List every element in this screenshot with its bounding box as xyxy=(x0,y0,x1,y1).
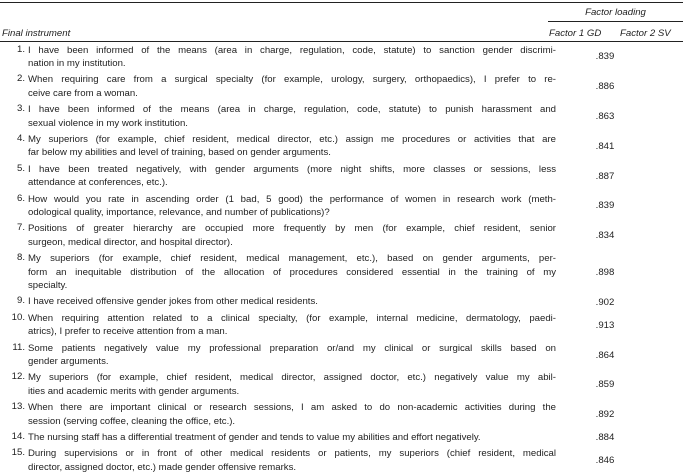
table-row xyxy=(0,191,683,221)
item-number: 10. xyxy=(11,311,25,323)
item-text-line: I have been treated negatively, with gender arguments (more night shifts, more classes or sessions, less xyxy=(28,163,556,175)
item-text xyxy=(28,103,556,130)
item-text-line: far below my abilities and level of training, based on gender arguments. xyxy=(28,147,331,159)
table-row xyxy=(0,430,683,446)
table-row xyxy=(0,161,683,191)
item-text-line: gender arguments. xyxy=(28,356,109,368)
item-text-line: Some patients negatively value my professional preparation or/and my clinical or surgical skills based on xyxy=(28,342,556,354)
item-number: 11. xyxy=(12,341,25,353)
table-row xyxy=(0,446,683,476)
table-row xyxy=(0,221,683,251)
table-row xyxy=(0,340,683,370)
item-text xyxy=(28,447,556,474)
table-row xyxy=(0,310,683,340)
table-row xyxy=(0,370,683,400)
factor1-loading: .846 xyxy=(595,455,615,467)
factor1-loading: .863 xyxy=(595,111,615,123)
item-text-line: nation in my institution. xyxy=(28,57,126,69)
item-text-line: director, assigned doctor, etc.) made gender offensive remarks. xyxy=(28,461,297,473)
item-text-line: When requiring attention related to a clinical specialty, (for example, internal medicine, dermatology, paedi- xyxy=(28,312,556,324)
item-text-line: When requiring care from a surgical specialty (for example, urology, surgery, orthopaedics), I prefer to re- xyxy=(28,74,556,86)
item-text xyxy=(28,431,556,444)
factor1-loading: .839 xyxy=(595,200,615,212)
item-text-line: odological quality, importance, relevance, and number of publications)? xyxy=(28,206,330,218)
item-text-line: During supervisions or in front of other medical residents or patients, my superiors (chief resident, medical xyxy=(28,448,556,460)
item-text xyxy=(28,401,556,428)
factor2-header: Factor 2 SV xyxy=(620,28,671,39)
item-number: 15. xyxy=(11,447,25,459)
item-number: 3. xyxy=(16,103,25,115)
item-text-line: ceive care from a woman. xyxy=(28,87,138,99)
factor1-loading: .841 xyxy=(595,140,615,152)
item-text-line: atrics), I prefer to receive attention from a man. xyxy=(28,326,228,338)
factor1-loading: .887 xyxy=(595,170,615,182)
table-row xyxy=(0,72,683,102)
item-number: 2. xyxy=(16,73,25,85)
item-text xyxy=(28,44,556,71)
factor1-loading: .859 xyxy=(595,379,615,391)
table-row xyxy=(0,294,683,310)
table-row xyxy=(0,400,683,430)
item-text-line: I have been informed of the means (area in charge, regulation, code, statute) to sanction gender discrimi- xyxy=(28,44,556,56)
item-text-line: form an inequitable distribution of the allocation of procedures considered essential in the training of my xyxy=(28,266,556,278)
item-text-line: When there are important clinical or research sessions, I am asked to do non-academic activities during the xyxy=(28,402,556,414)
factor1-loading: .898 xyxy=(595,266,615,278)
item-text xyxy=(28,73,556,100)
item-number: 9. xyxy=(16,295,25,307)
item-text-line: How would you rate in ascending order (1 bad, 5 good) the performance of women in research work (meth- xyxy=(28,193,556,205)
factor1-loading: .884 xyxy=(595,432,615,444)
factor1-loading: .886 xyxy=(595,81,615,93)
item-text xyxy=(28,163,556,190)
factor-loading-rule xyxy=(548,21,683,22)
item-text-line: My superiors (for example, chief resident, medical director, assigned doctor, etc.) negatively value my abil- xyxy=(28,372,556,384)
item-number: 8. xyxy=(16,252,25,264)
item-text-line: My superiors (for example, chief resident, medical director, etc.) assign me procedures or activities that are xyxy=(28,133,556,145)
factor1-loading: .839 xyxy=(595,51,615,63)
item-text-line: The nursing staff has a differential treatment of gender and tends to value my abilities and effort negatively. xyxy=(28,432,481,444)
factor1-loading: .864 xyxy=(595,349,615,361)
item-text xyxy=(28,295,556,308)
table-row xyxy=(0,131,683,161)
item-text-line: I have been informed of the means (area in charge, regulation, code, statute) to punish harassment and xyxy=(28,104,556,116)
item-text-line: ities and academic merits with gender arguments. xyxy=(28,385,240,397)
item-text-line: I have received offensive gender jokes from other medical residents. xyxy=(28,296,318,308)
factor-loading-header: Factor loading xyxy=(585,7,646,18)
final-instrument-header: Final instrument xyxy=(2,28,71,39)
item-text-line: My superiors (for example, chief resident, medical management, etc.), based on gender arguments, per- xyxy=(28,253,556,265)
item-number: 6. xyxy=(16,192,25,204)
item-text xyxy=(28,193,556,220)
item-number: 12. xyxy=(11,371,25,383)
item-number: 14. xyxy=(11,431,25,443)
factor1-header: Factor 1 GD xyxy=(549,28,602,39)
item-text-line: Positions of greater hierarchy are occupied more frequently by men (for example, chief resident, senior xyxy=(28,223,556,235)
item-text-line: attendance at conferences, etc.). xyxy=(28,177,168,189)
item-number: 4. xyxy=(16,132,25,144)
item-text-line: surgeon, medical director, and hospital director). xyxy=(28,236,233,248)
factor1-loading: .892 xyxy=(595,409,615,421)
item-text-line: specialty. xyxy=(28,280,68,291)
table-row xyxy=(0,42,683,72)
item-text xyxy=(28,371,556,398)
item-text-line: session (serving coffee, cleaning the office, etc.). xyxy=(28,415,236,427)
table-top-rule xyxy=(0,2,683,3)
item-text-line: sexual violence in my work institution. xyxy=(28,117,188,129)
item-number: 7. xyxy=(16,222,25,234)
item-number: 1. xyxy=(16,43,25,55)
factor1-loading: .902 xyxy=(595,296,615,308)
table-row xyxy=(0,251,683,294)
factor1-loading: .834 xyxy=(595,230,615,242)
table-row xyxy=(0,102,683,132)
item-text xyxy=(28,133,556,160)
factor1-loading: .913 xyxy=(595,319,615,331)
item-text xyxy=(28,312,556,339)
table-body xyxy=(0,42,683,476)
item-text xyxy=(28,252,556,292)
item-text xyxy=(28,342,556,369)
item-text xyxy=(28,222,556,249)
item-number: 5. xyxy=(16,162,25,174)
item-number: 13. xyxy=(11,401,25,413)
